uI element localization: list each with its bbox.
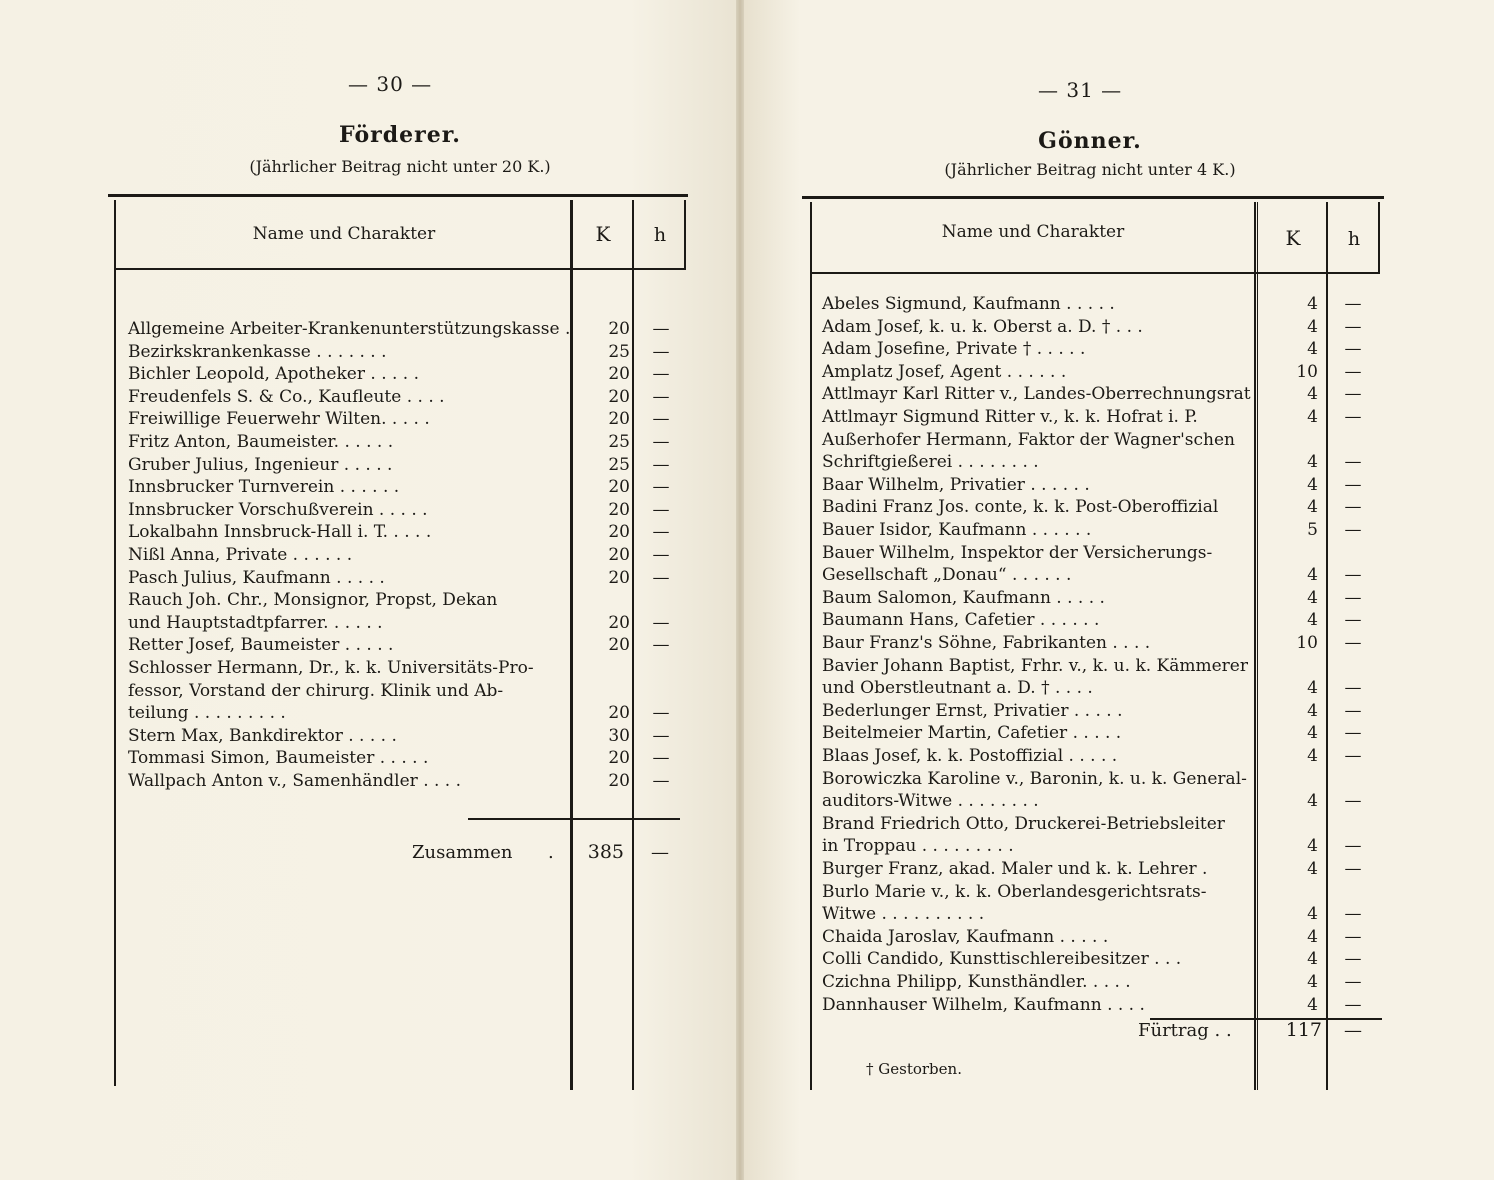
left-row-k: 20 [608,522,630,543]
left-row-name: Nißl Anna, Private . . . . . . [128,545,353,565]
right-table-row [822,813,1378,835]
left-page-number: — 30 — [348,72,433,96]
left-table-left-rule [114,200,116,1086]
right-row-k: 4 [1307,904,1318,925]
right-row-k: 4 [1307,610,1318,631]
right-row-h: — [1344,723,1362,744]
right-row-name: Burger Franz, akad. Maler und k. k. Lehrer . [822,859,1208,879]
left-col-header-name: Name und Charakter [252,224,436,244]
right-table-left-rule [810,202,812,1090]
right-row-h: — [1344,859,1362,879]
right-row-name: Badini Franz Jos. conte, k. k. Post-Oberoffizial [822,497,1219,518]
right-row-k: 4 [1307,949,1318,970]
right-row-k: 4 [1307,859,1318,879]
right-row-name: auditors-Witwe . . . . . . . . [822,791,1039,812]
right-row-h: — [1344,836,1362,857]
left-row-name: Pasch Julius, Kaufmann . . . . . [128,567,385,588]
left-table-row [128,589,688,611]
left-row-h: — [652,386,670,407]
left-row-name: Fritz Anton, Baumeister. . . . . . [128,432,394,452]
right-row-k: 4 [1307,497,1318,518]
right-row-k: 4 [1307,587,1318,608]
right-row-name: Czichna Philipp, Kunsthändler. . . . . [822,972,1131,992]
right-row-name: Beitelmeier Martin, Cafetier . . . . . [822,723,1122,744]
right-row-name: Colli Candido, Kunsttischlereibesitzer . . . [822,949,1182,970]
right-row-name: Chaida Jaroslav, Kaufmann . . . . . [822,926,1109,947]
left-row-h: — [652,499,670,520]
left-row-k: 25 [608,432,630,452]
right-row-name: Bederlunger Ernst, Privatier . . . . . [822,700,1123,721]
left-row-name: Freudenfels S. & Co., Kaufleute . . . . [128,386,445,407]
left-row-k: 20 [608,545,630,565]
left-table-row [128,408,688,430]
left-row-k: 20 [608,319,630,339]
right-row-name: Attlmayr Sigmund Ritter v., k. k. Hofrat i. P. [822,407,1198,427]
left-row-h: — [652,477,670,498]
left-col-header-h: h [653,224,667,246]
right-row-k: 4 [1307,746,1318,766]
left-table-row [128,657,688,679]
right-row-h: — [1344,949,1362,970]
right-page-subtitle: (Jährlicher Beitrag nicht unter 4 K.) [944,160,1236,179]
right-table-row [822,361,1378,383]
right-row-name: Dannhauser Wilhelm, Kaufmann . . . . [822,994,1145,1015]
right-row-k: 4 [1307,836,1318,857]
right-row-h: — [1344,700,1362,721]
right-row-k: 4 [1307,791,1318,812]
left-page-subtitle: (Jährlicher Beitrag nicht unter 20 K.) [249,157,551,176]
right-row-k: 4 [1307,452,1318,473]
left-row-k: 20 [608,771,630,791]
left-total-h: — [651,842,669,863]
right-row-h: — [1344,520,1362,540]
right-table-row [822,316,1378,338]
left-table-row [128,341,688,363]
right-row-k: 4 [1307,565,1318,586]
right-row-h: — [1344,633,1362,653]
right-table-right-rule [1378,202,1380,272]
right-row-name: Adam Josef, k. u. k. Oberst a. D. † . . . [822,316,1143,337]
left-row-name: Bichler Leopold, Apotheker . . . . . [128,364,420,385]
right-table-row [822,655,1378,677]
right-row-h: — [1344,904,1362,925]
left-table-row [128,363,688,385]
left-total-dot: . [548,842,554,863]
right-row-h: — [1344,926,1362,947]
left-table-row [128,612,688,634]
right-table-row [822,632,1378,654]
left-row-name: Allgemeine Arbeiter-Krankenunterstützungskasse . [128,319,571,339]
left-row-k: 20 [608,409,630,430]
left-row-name: Rauch Joh. Chr., Monsignor, Propst, Dekan [128,590,498,611]
right-header-rule [812,272,1380,274]
right-table-row [822,677,1378,699]
left-row-h: — [652,612,670,633]
right-row-k: 4 [1307,994,1318,1015]
right-table-row [822,293,1378,315]
right-row-k: 4 [1307,474,1318,495]
right-table-row [822,835,1378,857]
left-row-k: 20 [608,703,630,724]
left-row-k: 20 [608,748,630,769]
left-table-row [128,499,688,521]
left-row-h: — [652,319,670,339]
right-table-row [822,926,1378,948]
left-table-right-rule [684,200,686,270]
left-table-row [128,747,688,769]
right-row-k: 5 [1307,520,1318,540]
left-table-row [128,521,688,543]
right-row-h: — [1344,316,1362,337]
left-row-name: teilung . . . . . . . . . [128,703,286,724]
left-row-k: 20 [608,635,630,656]
left-row-k: 20 [608,499,630,520]
right-table-row [822,429,1378,451]
right-table-row [822,406,1378,428]
left-row-name: und Hauptstadtpfarrer. . . . . . [128,612,383,633]
right-row-k: 4 [1307,384,1318,405]
left-table-row [128,680,688,702]
left-row-name: Lokalbahn Innsbruck-Hall i. T. . . . . [128,522,432,543]
left-table-row [128,702,688,724]
left-row-name: Retter Josef, Baumeister . . . . . [128,635,394,656]
left-total-rule [468,818,680,820]
right-total-label: Fürtrag . . [1138,1020,1232,1041]
left-row-k: 20 [608,477,630,498]
right-page-title: Gönner. [1038,128,1142,154]
right-table-row [822,519,1378,541]
left-row-h: — [652,454,670,475]
left-table-row [128,454,688,476]
left-row-k: 20 [608,386,630,407]
right-table-row [822,700,1378,722]
right-table-row [822,451,1378,473]
right-row-name: Adam Josefine, Private † . . . . . [822,339,1086,360]
right-page-number: — 31 — [1038,78,1123,102]
left-row-h: — [652,635,670,656]
right-table-row [822,722,1378,744]
left-row-k: 20 [608,567,630,588]
right-table-row [822,858,1378,880]
left-row-k: 30 [608,725,630,746]
left-row-name: Bezirkskrankenkasse . . . . . . . [128,341,387,362]
right-row-k: 4 [1307,339,1318,360]
left-table-row [128,634,688,656]
right-row-name: Amplatz Josef, Agent . . . . . . [822,361,1067,382]
right-table-row [822,790,1378,812]
left-row-name: Innsbrucker Vorschußverein . . . . . [128,499,428,520]
right-row-h: — [1344,994,1362,1015]
right-row-h: — [1344,746,1362,766]
right-row-name: Abeles Sigmund, Kaufmann . . . . . [822,294,1115,314]
right-table-row [822,994,1378,1016]
right-col-header-h: h [1347,228,1361,250]
right-row-h: — [1344,294,1362,314]
left-table-row [128,318,688,340]
left-table-row [128,567,688,589]
right-row-h: — [1344,474,1362,495]
right-row-k: 4 [1307,294,1318,314]
right-table-row [822,496,1378,518]
left-row-k: 20 [608,612,630,633]
right-table-row [822,948,1378,970]
left-row-h: — [652,364,670,385]
right-row-k: 4 [1307,972,1318,992]
right-col-header-name: Name und Charakter [941,222,1125,242]
right-table-row [822,564,1378,586]
left-total-k: 385 [587,841,624,863]
left-col-header-k: K [595,222,611,246]
left-row-h: — [652,341,670,362]
right-row-name: Bauer Isidor, Kaufmann . . . . . . [822,520,1092,540]
right-row-k: 4 [1307,723,1318,744]
left-table-row [128,386,688,408]
right-table-row [822,768,1378,790]
left-row-h: — [652,725,670,746]
left-table-top-rule [108,194,688,197]
right-row-name: Borowiczka Karoline v., Baronin, k. u. k. General- [822,768,1247,789]
left-row-h: — [652,567,670,588]
left-table-row [128,476,688,498]
right-row-name: Bavier Johann Baptist, Frhr. v., k. u. k. Kämmerer [822,655,1248,676]
right-table-row [822,474,1378,496]
right-footnote: † Gestorben. [866,1060,962,1078]
right-row-h: — [1344,610,1362,631]
right-table-top-rule [802,196,1384,199]
right-row-h: — [1344,791,1362,812]
left-row-name: Innsbrucker Turnverein . . . . . . [128,477,400,498]
right-row-h: — [1344,497,1362,518]
book-gutter [736,0,744,1180]
right-row-h: — [1344,361,1362,382]
right-table-row [822,542,1378,564]
left-table-row [128,431,688,453]
right-row-name: Brand Friedrich Otto, Druckerei-Betriebsleiter [822,813,1225,834]
right-table-row [822,383,1378,405]
left-row-h: — [652,748,670,769]
right-row-k: 4 [1307,316,1318,337]
right-table-row [822,745,1378,767]
right-row-h: — [1344,587,1362,608]
left-total-label: Zusammen [412,842,513,863]
right-row-h: — [1344,452,1362,473]
left-row-h: — [652,771,670,791]
right-row-h: — [1344,565,1362,586]
left-row-h: — [652,522,670,543]
left-row-h: — [652,432,670,452]
right-row-name: Schriftgießerei . . . . . . . . [822,452,1039,473]
right-table-row [822,338,1378,360]
right-row-name: Witwe . . . . . . . . . . [822,904,985,925]
right-row-k: 4 [1307,926,1318,947]
right-row-name: Gesellschaft „Donau“ . . . . . . [822,565,1072,586]
left-row-k: 25 [608,341,630,362]
right-table-row [822,587,1378,609]
right-row-name: Außerhofer Hermann, Faktor der Wagner'schen [822,429,1235,450]
right-row-k: 4 [1307,700,1318,721]
right-table-row [822,881,1378,903]
right-row-name: Baumann Hans, Cafetier . . . . . . [822,610,1100,631]
left-row-name: Wallpach Anton v., Samenhändler . . . . [128,771,462,791]
right-table-row [822,971,1378,993]
left-page-title: Förderer. [339,122,461,148]
left-header-rule [116,268,686,270]
right-row-k: 10 [1296,633,1318,653]
right-row-name: Bauer Wilhelm, Inspektor der Versicherungs- [822,542,1213,563]
right-row-name: Baum Salomon, Kaufmann . . . . . [822,587,1105,608]
right-total-h: — [1344,1020,1362,1041]
right-row-name: Baar Wilhelm, Privatier . . . . . . [822,474,1090,495]
right-row-h: — [1344,407,1362,427]
left-table-row [128,770,688,792]
right-row-name: Blaas Josef, k. k. Postoffizial . . . . . [822,746,1118,766]
right-row-name: und Oberstleutnant a. D. † . . . . [822,678,1093,699]
right-row-name: Baur Franz's Söhne, Fabrikanten . . . . [822,633,1151,653]
right-row-name: Burlo Marie v., k. k. Oberlandesgerichtsrats- [822,881,1207,902]
left-table-row [128,725,688,747]
left-row-k: 25 [608,454,630,475]
right-row-k: 4 [1307,678,1318,699]
left-row-name: Schlosser Hermann, Dr., k. k. Universitäts-Pro- [128,658,534,678]
left-row-name: Freiwillige Feuerwehr Wilten. . . . . [128,409,430,430]
left-row-name: Gruber Julius, Ingenieur . . . . . [128,454,393,475]
right-row-name: in Troppau . . . . . . . . . [822,836,1014,857]
right-table-row [822,903,1378,925]
right-row-h: — [1344,972,1362,992]
left-row-name: Tommasi Simon, Baumeister . . . . . [128,748,429,769]
right-row-k: 10 [1296,361,1318,382]
left-row-k: 20 [608,364,630,385]
right-col-header-k: K [1285,226,1301,250]
right-row-k: 4 [1307,407,1318,427]
left-row-name: Stern Max, Bankdirektor . . . . . [128,725,397,746]
right-row-h: — [1344,678,1362,699]
right-row-name: Attlmayr Karl Ritter v., Landes-Oberrechnungsrat [822,384,1251,405]
left-row-h: — [652,409,670,430]
left-row-h: — [652,545,670,565]
right-row-h: — [1344,339,1362,360]
right-total-k: 117 [1285,1019,1322,1041]
left-row-name: fessor, Vorstand der chirurg. Klinik und Ab- [128,680,504,701]
right-row-h: — [1344,384,1362,405]
left-table-row [128,544,688,566]
left-row-h: — [652,703,670,724]
right-table-row [822,609,1378,631]
